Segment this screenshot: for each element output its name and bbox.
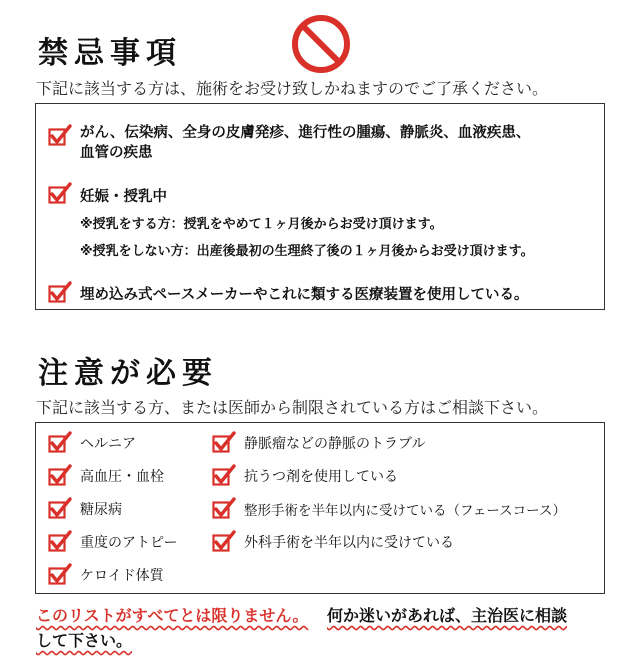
caution-item-keloid: ケロイド体質	[80, 568, 164, 584]
caution-item-antidepressant: 抗うつ剤を使用している	[244, 469, 398, 485]
warning-black-text: 何か迷いがあれば、主治医に相談	[327, 606, 568, 625]
checkbox-checked-icon	[48, 563, 72, 585]
contraindications-title: 禁忌事項	[38, 36, 182, 71]
caution-item-diabetes: 糖尿病	[80, 502, 122, 518]
contraindication-item-1: がん、伝染病、全身の皮膚発疹、進行性の腫瘍、静脈炎、血液疾患、	[80, 125, 531, 141]
checkbox-checked-icon	[212, 497, 236, 519]
checkbox-checked-icon	[212, 431, 236, 453]
caution-item-varicose: 静脈瘤などの静脈のトラブル	[244, 436, 426, 452]
contraindication-item-1-cont: 血管の疾患	[80, 145, 153, 161]
caution-title: 注意が必要	[38, 356, 218, 391]
checkbox-checked-icon	[48, 464, 72, 486]
caution-item-hypertension: 高血圧・血栓	[80, 469, 164, 485]
note-breastfeeding: ※授乳をする方：授乳をやめて１ヶ月後からお受け頂けます。	[80, 217, 443, 232]
caution-item-surgery: 外科手術を半年以内に受けている	[244, 535, 454, 551]
warning-line2-text: して下さい。	[36, 631, 133, 650]
checkbox-checked-icon	[48, 530, 72, 552]
caution-item-atopy: 重度のアトピー	[80, 535, 178, 551]
checkbox-checked-icon	[48, 124, 72, 146]
checkbox-checked-icon	[212, 530, 236, 552]
contraindications-subtitle: 下記に該当する方は、施術をお受け致しかねますのでご了承ください。	[36, 79, 549, 98]
checkbox-checked-icon	[48, 281, 72, 303]
caution-subtitle: 下記に該当する方、または医師から制限されている方はご相談下さい。	[36, 398, 549, 417]
warning-red-text: このリストがすべてとは限りません。	[36, 606, 309, 625]
checkbox-checked-icon	[212, 464, 236, 486]
checkbox-checked-icon	[48, 497, 72, 519]
prohibited-icon	[292, 15, 350, 73]
checkbox-checked-icon	[48, 431, 72, 453]
caution-item-hernia: ヘルニア	[80, 436, 136, 452]
contraindication-item-2: 妊娠・授乳中	[80, 189, 167, 205]
note-not-breastfeeding: ※授乳をしない方：出産後最初の生理終了後の１ヶ月後からお受け頂けます。	[80, 244, 534, 259]
checkbox-checked-icon	[48, 182, 72, 204]
contraindication-item-3: 埋め込み式ペースメーカーやこれに類する医療装置を使用している。	[80, 287, 529, 303]
caution-item-cosmetic-surgery: 整形手術を半年以内に受けている（フェースコース）	[244, 503, 566, 519]
